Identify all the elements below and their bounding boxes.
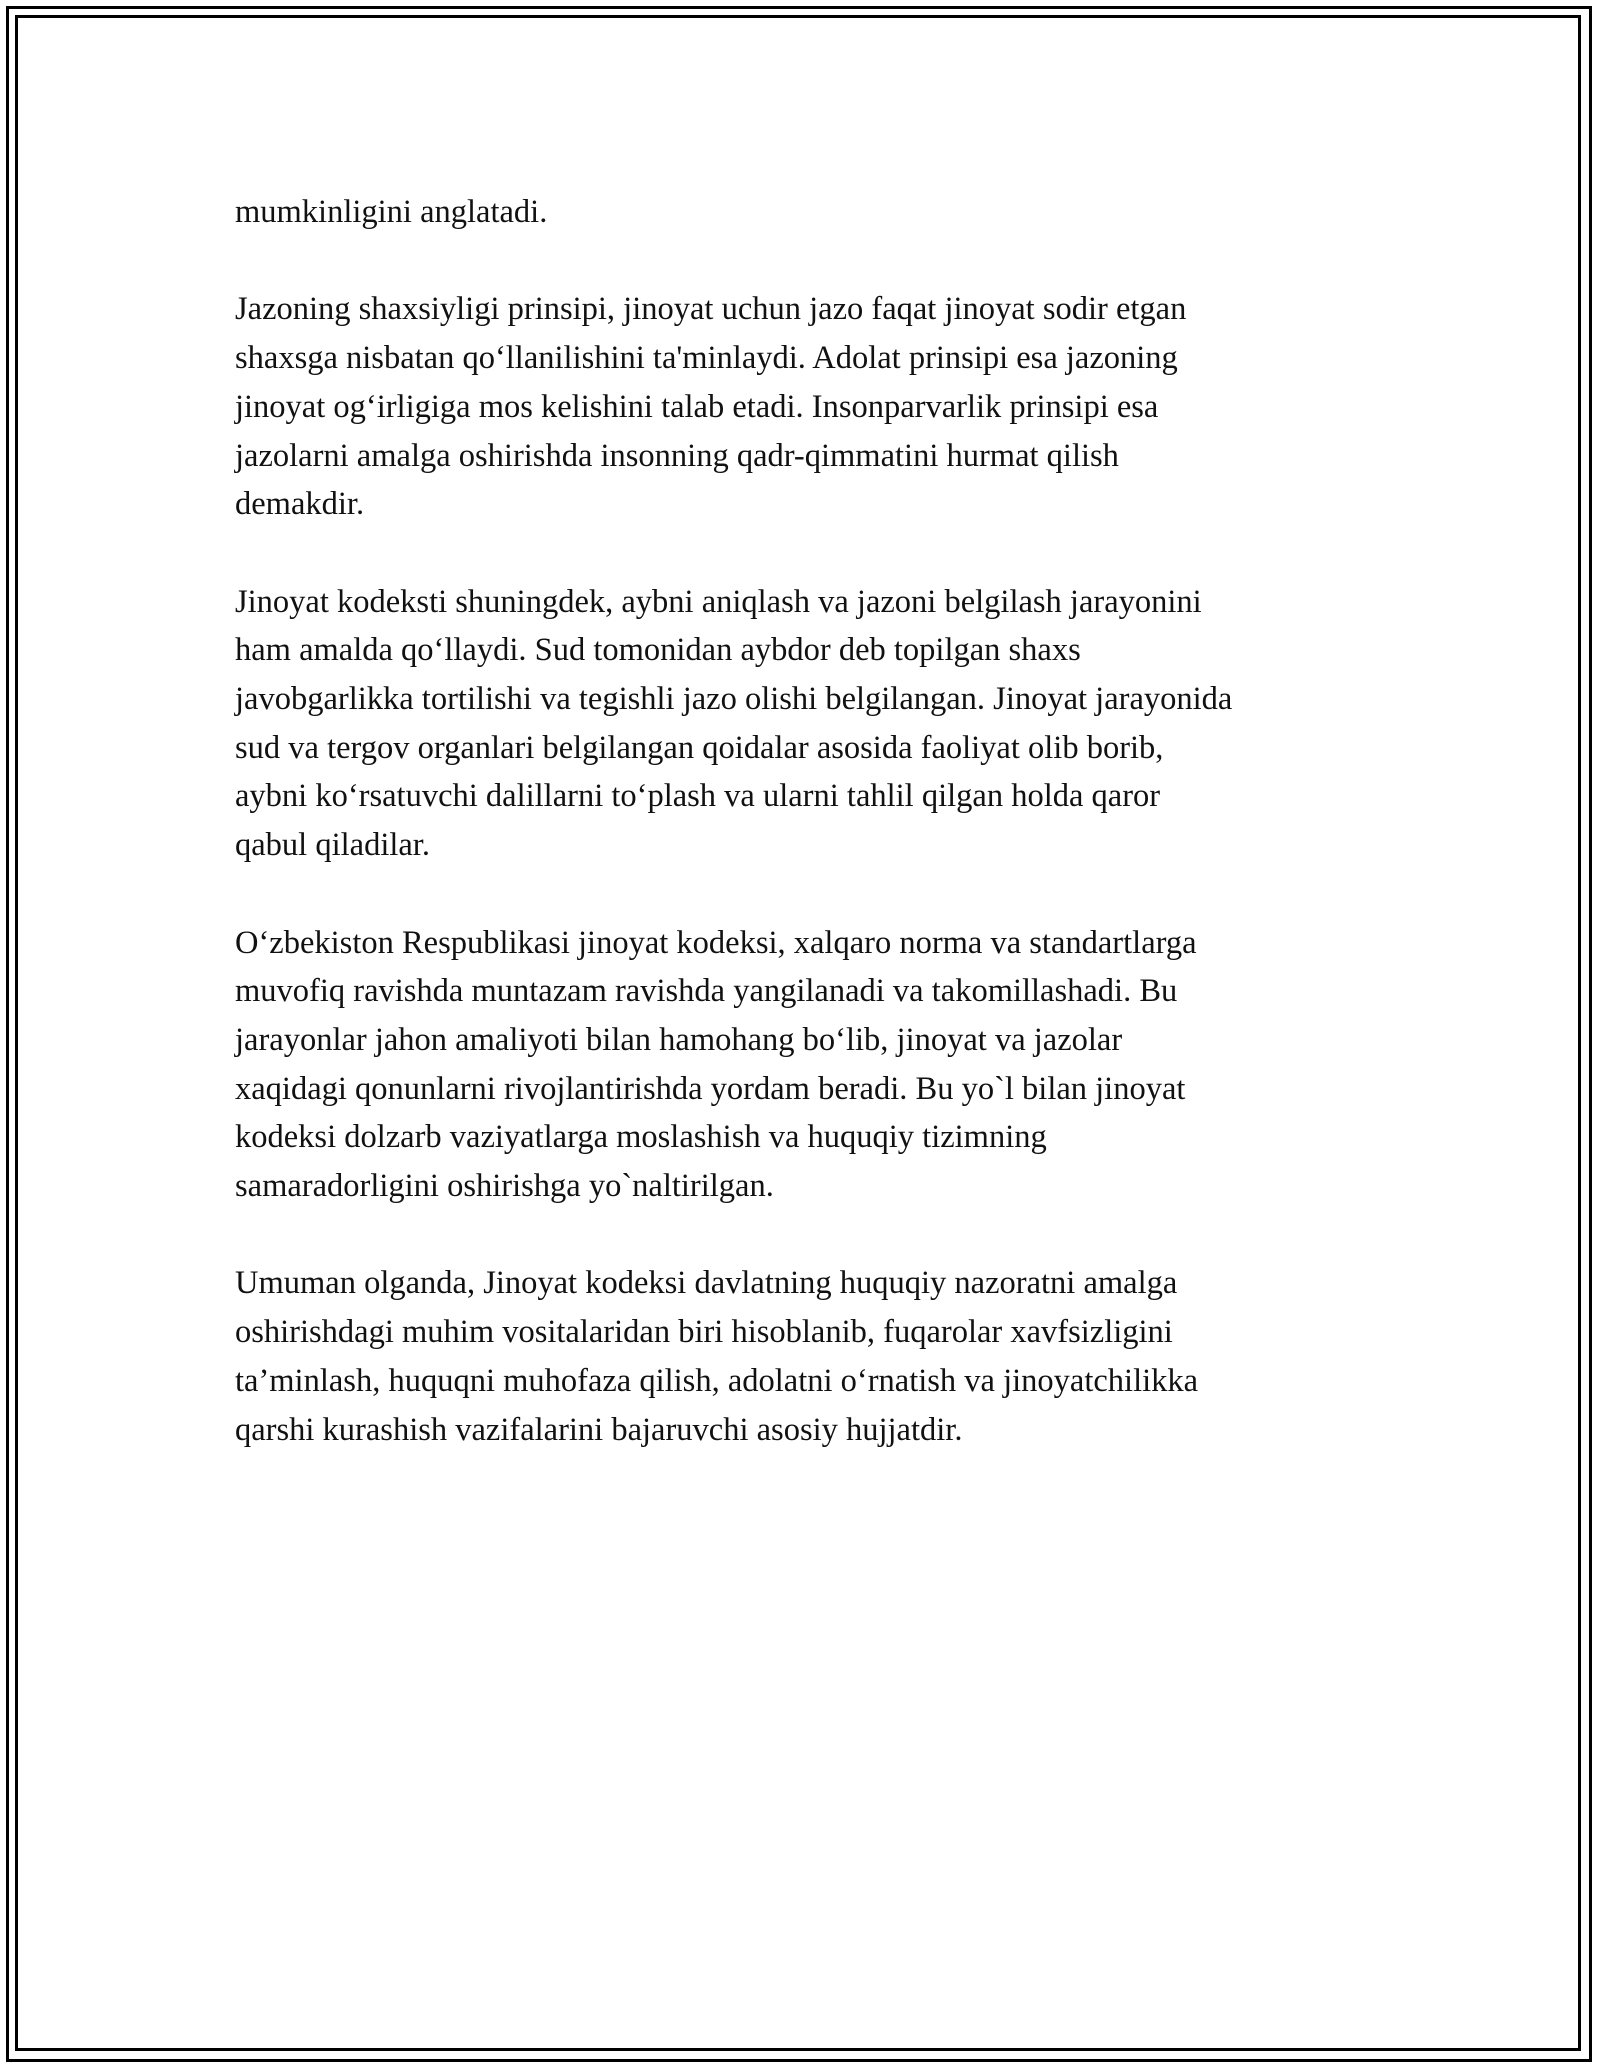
text-line: qarshi kurashish vazifalarini bajaruvchi asosiy hujjatdir. xyxy=(235,1411,963,1448)
text-line: qabul qiladilar. xyxy=(235,827,430,864)
text-line: kodeksi dolzarb vaziyatlarga moslashish va huquqiy tizimning xyxy=(235,1119,1047,1156)
paragraph-punishment-principles xyxy=(235,285,1395,529)
text-line: Jinoyat kodeksti shuningdek, aybni aniqlash va jazoni belgilash jarayonini xyxy=(235,583,1202,620)
document-body xyxy=(235,188,1395,1503)
text-line: jarayonlar jahon amaliyoti bilan hamohang bo‘lib, jinoyat va jazolar xyxy=(235,1021,1123,1058)
text-line: ham amalda qo‘llaydi. Sud tomonidan aybdor deb topilgan shaxs xyxy=(235,632,1081,669)
paragraph-code-updates xyxy=(235,919,1395,1211)
text-line: Jazoning shaxsiyligi prinsipi, jinoyat uchun jazo faqat jinoyat sodir etgan xyxy=(235,291,1187,328)
text-line: demakdir. xyxy=(235,486,365,523)
text-line: javobgarlikka tortilishi va tegishli jazo olishi belgilangan. Jinoyat jarayonida xyxy=(235,681,1233,717)
text-line: jazolarni amalga oshirishda insonning qadr-qimmatini hurmat qilish xyxy=(235,437,1119,474)
text-line: O‘zbekiston Respublikasi jinoyat kodeksi, xalqaro norma va standartlarga xyxy=(235,924,1197,961)
text-line: Umuman olganda, Jinoyat kodeksi davlatning huquqiy nazoratni amalga xyxy=(235,1265,1178,1302)
text-line: mumkinligini anglatadi. xyxy=(235,194,548,230)
text-line: samaradorligini oshirishga yo`naltirilgan. xyxy=(235,1168,774,1205)
text-line: aybni ko‘rsatuvchi dalillarni to‘plash va ularni tahlil qilgan holda qaror xyxy=(235,778,1161,815)
text-line: jinoyat og‘irligiga mos kelishini talab etadi. Insonparvarlik prinsipi esa xyxy=(235,388,1159,425)
text-line: shaxsga nisbatan qo‘llanilishini ta'minlaydi. Adolat prinsipi esa jazoning xyxy=(235,340,1178,377)
text-line: ta’minlash, huquqni muhofaza qilish, adolatni o‘rnatish va jinoyatchilikka xyxy=(235,1362,1199,1399)
text-line: oshirishdagi muhim vositalaridan biri hisoblanib, fuqarolar xavfsizligini xyxy=(235,1314,1173,1351)
paragraph-conclusion xyxy=(235,1259,1395,1454)
text-line: sud va tergov organlari belgilangan qoidalar asosida faoliyat olib borib, xyxy=(235,729,1164,766)
paragraph-guilt-determination xyxy=(235,578,1395,870)
text-line: muvofiq ravishda muntazam ravishda yangilanadi va takomillashadi. Bu xyxy=(235,973,1178,1010)
text-line: xaqidagi qonunlarni rivojlantirishda yordam beradi. Bu yo`l bilan jinoyat xyxy=(235,1070,1186,1107)
paragraph-continuation xyxy=(235,188,1395,237)
